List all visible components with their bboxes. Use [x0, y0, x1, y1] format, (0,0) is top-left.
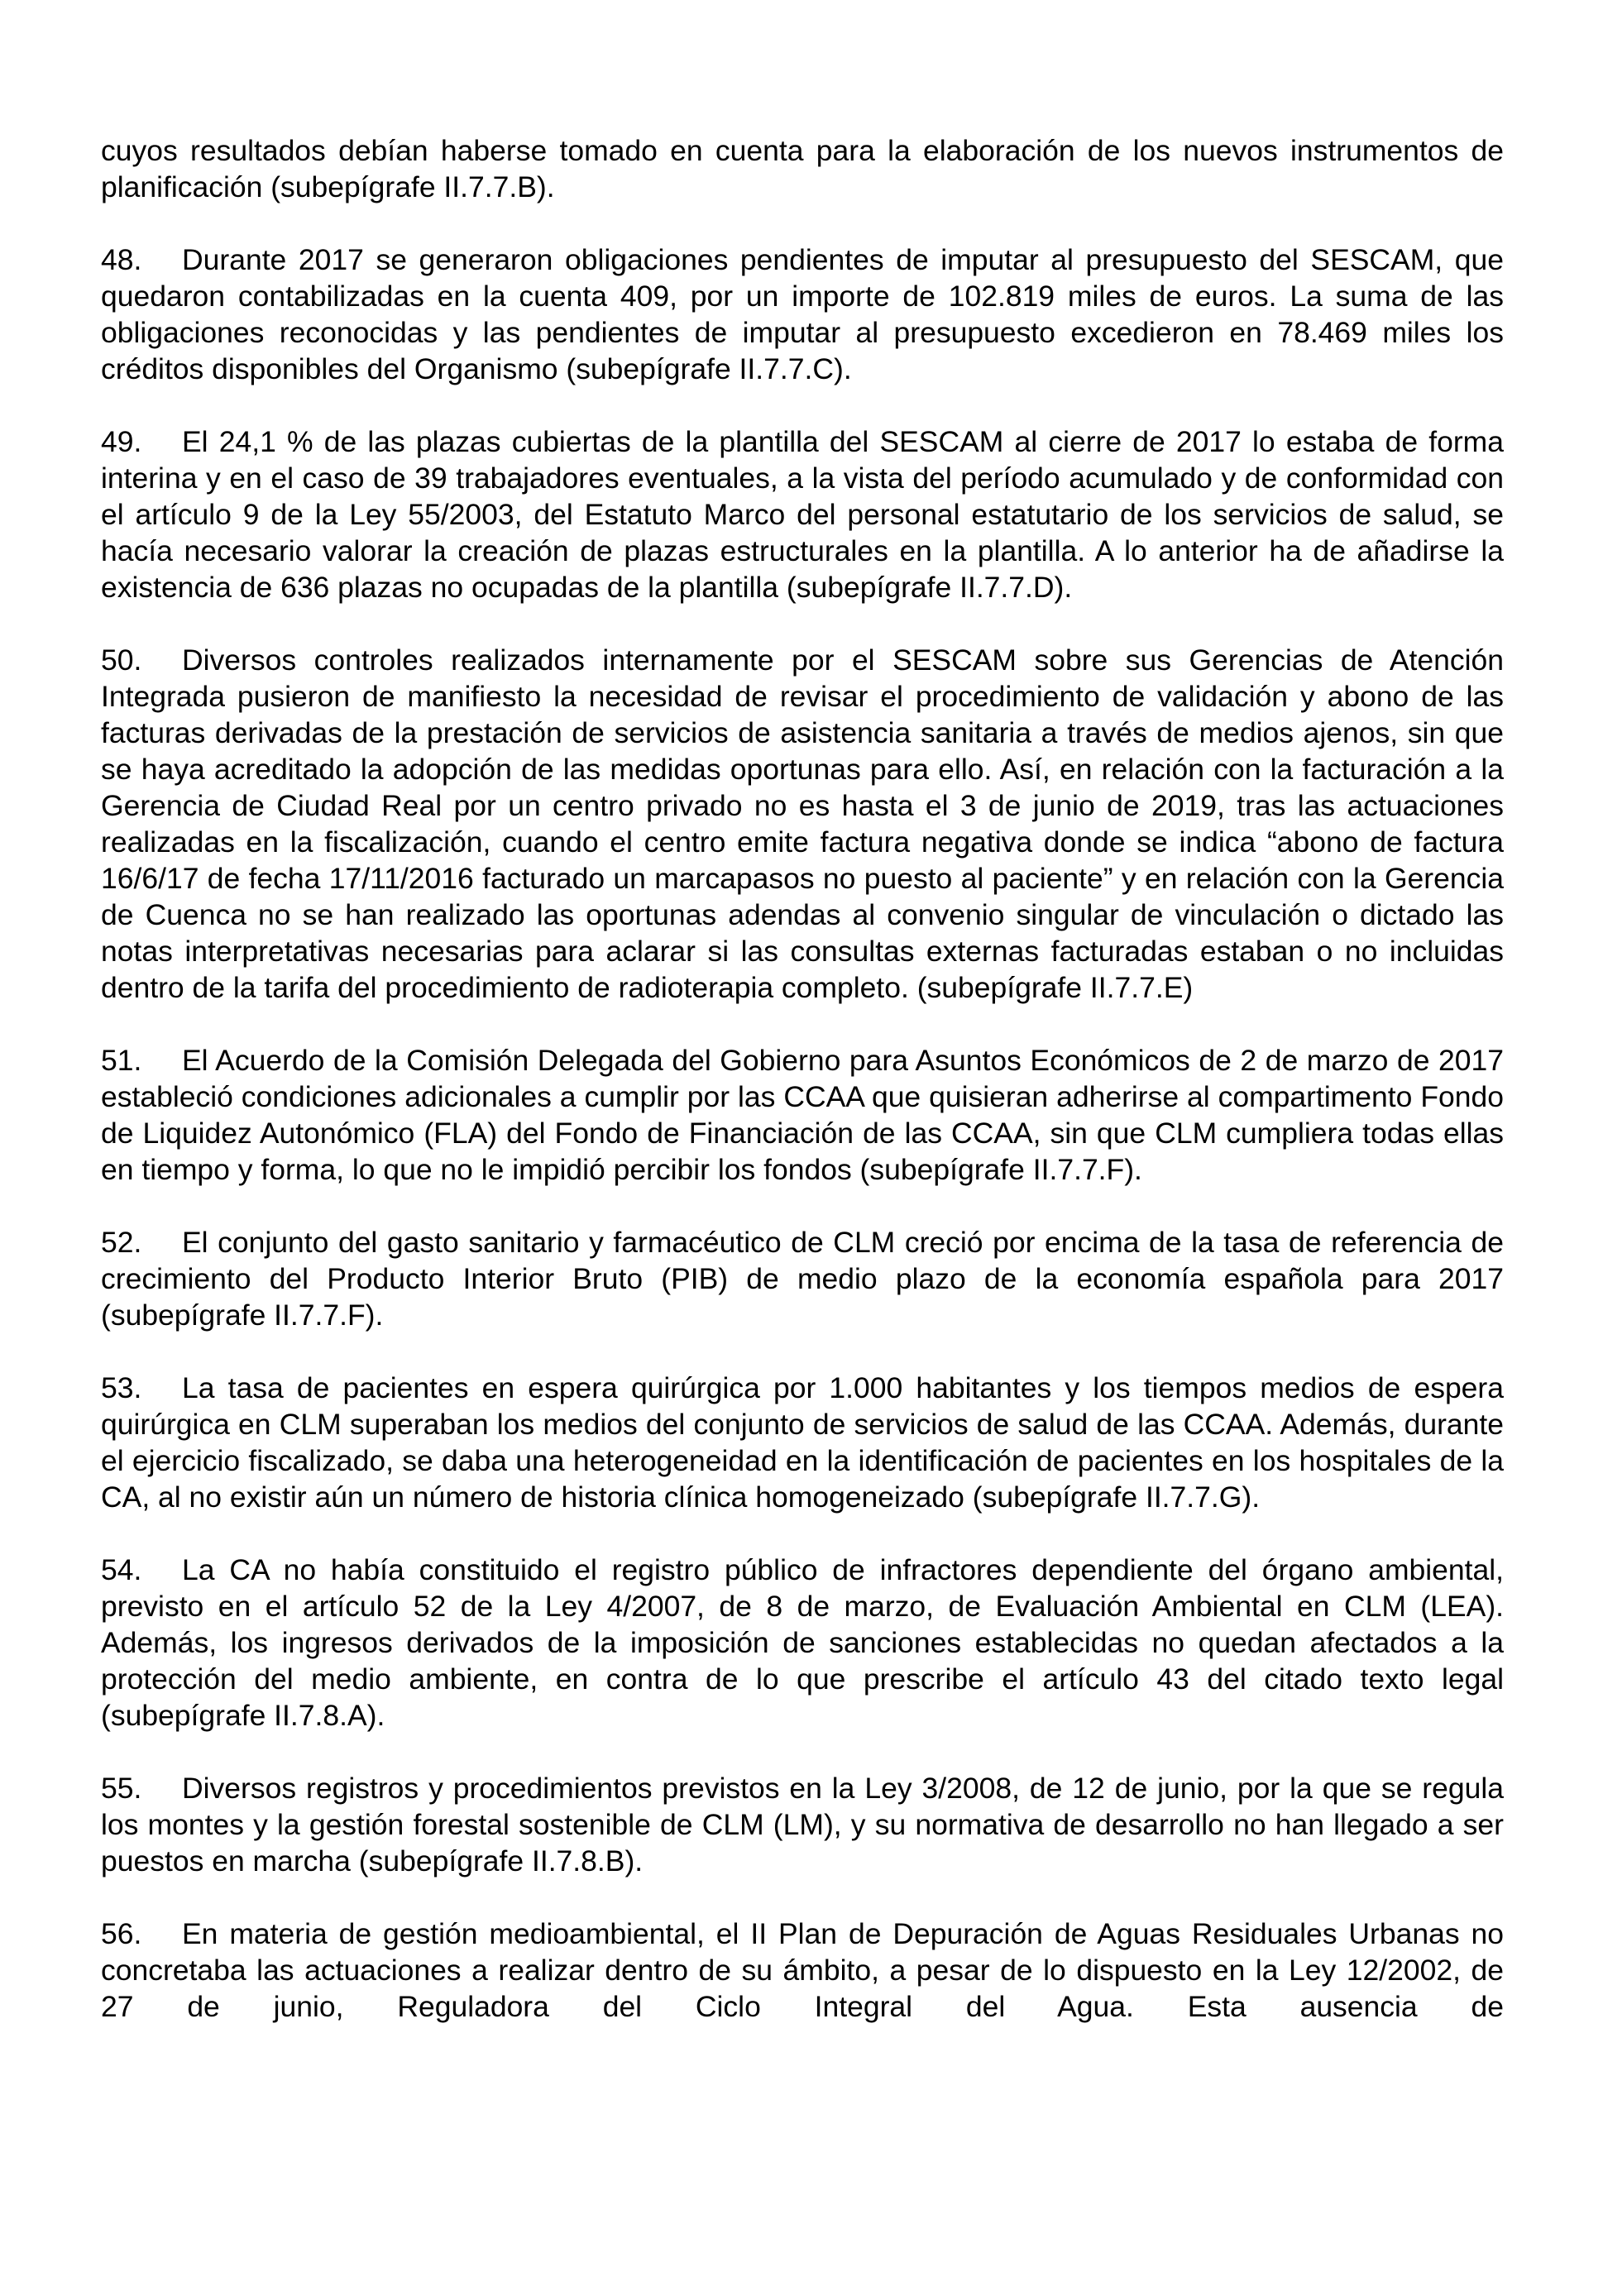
paragraph-54: [101, 1552, 1504, 1734]
paragraph-number: 49.: [101, 425, 142, 458]
paragraph-text: Durante 2017 se generaron obligaciones pendientes de imputar al presupuesto del SESCAM, que quedaron contabilizadas en la cuenta 409, por un importe de 102.819 miles de euros. La suma de las obligaciones reconocidas y las pendientes de imputar al presupuesto excedieron en 78.469 miles los créditos disponibles del Organismo (subepígrafe II.7.7.C).: [101, 243, 1504, 385]
paragraph-53: [101, 1370, 1504, 1515]
paragraph-56: [101, 1916, 1504, 2025]
paragraph-text: En materia de gestión medioambiental, el II Plan de Depuración de Aguas Residuales Urbanas no concretaba las actuaciones a realizar dentro de su ámbito, a pesar de lo dispuesto en la Ley 12/2002, de 27 de junio, Reguladora del Ciclo Integral del Agua. Esta ausencia de: [101, 1917, 1504, 2023]
paragraph-text: El 24,1 % de las plazas cubiertas de la plantilla del SESCAM al cierre de 2017 lo estaba de forma interina y en el caso de 39 trabajadores eventuales, a la vista del período acumulado y de conformidad con el artículo 9 de la Ley 55/2003, del Estatuto Marco del personal estatutario de los servicios de salud, se hacía necesario valorar la creación de plazas estructurales en la plantilla. A lo anterior ha de añadirse la existencia de 636 plazas no ocupadas de la plantilla (subepígrafe II.7.7.D).: [101, 425, 1504, 604]
paragraph-50: [101, 642, 1504, 1006]
paragraph-text: cuyos resultados debían haberse tomado en cuenta para la elaboración de los nuevos instrumentos de planificación (subepígrafe II.7.7.B).: [101, 134, 1504, 203]
paragraph-number: 55.: [101, 1772, 142, 1805]
paragraph-52: [101, 1224, 1504, 1333]
paragraph-48: [101, 242, 1504, 387]
paragraph-text: Diversos controles realizados internamente por el SESCAM sobre sus Gerencias de Atención Integrada pusieron de manifiesto la necesidad de revisar el procedimiento de validación y abono de las facturas derivadas de la prestación de servicios de asistencia sanitaria a través de medios ajenos, sin que se haya acreditado la adopción de las medidas oportunas para ello. Así, en relación con la facturación a la Gerencia de Ciudad Real por un centro privado no es hasta el 3 de junio de 2019, tras las actuaciones realizadas en la fiscalización, cuando el centro emite factura negativa donde se indica “abono de factura 16/6/17 de fecha 17/11/2016 facturado un marcapasos no puesto al paciente” y en relación con la Gerencia de Cuenca no se han realizado las oportunas adendas al convenio singular de vinculación o dictado las notas interpretativas necesarias para aclarar si las consultas externas facturadas estaban o no incluidas dentro de la tarifa del procedimiento de radioterapia completo. (subepígrafe II.7.7.E): [101, 643, 1504, 1004]
paragraph-text: La CA no había constituido el registro público de infractores dependiente del órgano ambiental, previsto en el artículo 52 de la Ley 4/2007, de 8 de marzo, de Evaluación Ambiental en CLM (LEA). Además, los ingresos derivados de la imposición de sanciones establecidas no quedan afectados a la protección del medio ambiente, en contra de lo que prescribe el artículo 43 del citado texto legal (subepígrafe II.7.8.A).: [101, 1553, 1504, 1732]
document-page: [101, 132, 1504, 2061]
paragraph-text: El conjunto del gasto sanitario y farmacéutico de CLM creció por encima de la tasa de referencia de crecimiento del Producto Interior Bruto (PIB) de medio plazo de la economía española para 2017 (subepígrafe II.7.7.F).: [101, 1226, 1504, 1332]
paragraph-continuation: [101, 132, 1504, 205]
paragraph-49: [101, 423, 1504, 605]
paragraph-text: Diversos registros y procedimientos previstos en la Ley 3/2008, de 12 de junio, por la que se regula los montes y la gestión forestal sostenible de CLM (LM), y su normativa de desarrollo no han llegado a ser puestos en marcha (subepígrafe II.7.8.B).: [101, 1772, 1504, 1877]
paragraph-number: 53.: [101, 1371, 142, 1404]
paragraph-number: 52.: [101, 1226, 142, 1259]
paragraph-55: [101, 1770, 1504, 1879]
paragraph-number: 48.: [101, 243, 142, 276]
paragraph-number: 56.: [101, 1917, 142, 1950]
paragraph-text: La tasa de pacientes en espera quirúrgica por 1.000 habitantes y los tiempos medios de espera quirúrgica en CLM superaban los medios del conjunto de servicios de salud de las CCAA. Además, durante el ejercicio fiscalizado, se daba una heterogeneidad en la identificación de pacientes en los hospitales de la CA, al no existir aún un número de historia clínica homogeneizado (subepígrafe II.7.7.G).: [101, 1371, 1504, 1514]
paragraph-51: [101, 1042, 1504, 1188]
paragraph-number: 54.: [101, 1553, 142, 1586]
paragraph-text: El Acuerdo de la Comisión Delegada del Gobierno para Asuntos Económicos de 2 de marzo de 2017 estableció condiciones adicionales a cumplir por las CCAA que quisieran adherirse al compartimento Fondo de Liquidez Autonómico (FLA) del Fondo de Financiación de las CCAA, sin que CLM cumpliera todas ellas en tiempo y forma, lo que no le impidió percibir los fondos (subepígrafe II.7.7.F).: [101, 1044, 1504, 1186]
paragraph-number: 50.: [101, 643, 142, 677]
paragraph-number: 51.: [101, 1044, 142, 1077]
